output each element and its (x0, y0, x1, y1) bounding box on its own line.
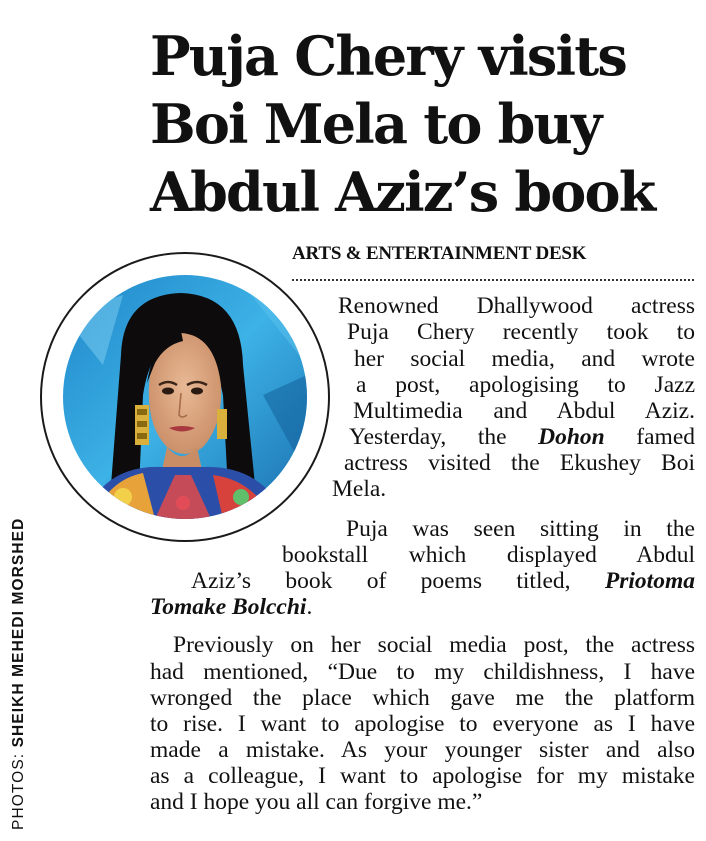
body-line: Multimedia and Abdul Aziz. (353, 398, 695, 424)
body-line: Puja was seen sitting in the (346, 516, 695, 542)
body-line: bookstall which displayed Abdul (282, 542, 695, 568)
body-line: as a colleague, I want to apologise for my mistake (150, 763, 695, 789)
actress-portrait-illustration (63, 275, 307, 519)
body-line: actress visited the Ekushey Boi (344, 450, 695, 476)
body-line: Aziz’s book of poems titled, Priotoma (191, 568, 695, 594)
body-line: Puja Chery recently took to (347, 319, 695, 345)
body-line: and I hope you all can forgive me.” (150, 789, 483, 815)
book-title: Priotoma (604, 568, 695, 594)
book-title-cont: Tomake Bolcchi (150, 594, 307, 620)
headline-line-1: Puja Chery visits (150, 24, 626, 88)
portrait-photo (63, 275, 307, 519)
byline-desk: ARTS & ENTERTAINMENT DESK (292, 243, 587, 264)
headline-line-2: Boi Mela to buy (150, 92, 601, 156)
headline (150, 22, 700, 226)
body-line: made a mistake. As your younger sister and also (150, 737, 695, 763)
body-line: Mela. (332, 476, 387, 502)
body-line: to rise. I want to apologise to everyone as I have (150, 711, 695, 737)
dotted-divider (292, 279, 694, 281)
body-line: had mentioned, “Due to my childishness, I have (150, 659, 695, 685)
headline-line-3: Abdul Aziz’s book (150, 160, 655, 224)
film-title: Dohon (538, 424, 605, 450)
body-line: her social media, and wrote (354, 346, 695, 372)
body-line: Tomake Bolcchi. (150, 594, 313, 620)
photo-credit-label: PHOTOS: (10, 747, 27, 830)
photo-credit (10, 518, 28, 830)
body-line: a post, apologising to Jazz (356, 372, 695, 398)
body-line: wronged the place which gave me the platform (150, 685, 695, 711)
photo-credit-name: SHEIKH MEHEDI MORSHED (10, 517, 27, 748)
body-line: Yesterday, the Dohon famed (349, 424, 695, 450)
body-line: Previously on her social media post, the actress (173, 632, 695, 658)
body-line: Renowned Dhallywood actress (338, 293, 695, 319)
